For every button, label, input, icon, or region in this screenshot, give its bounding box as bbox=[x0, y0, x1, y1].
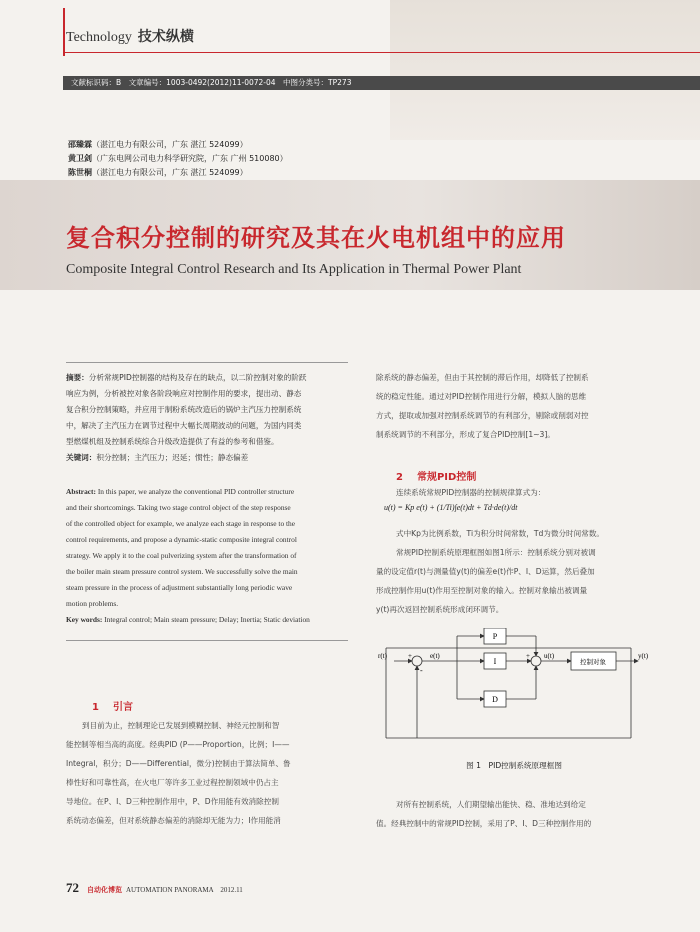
header-accent-line bbox=[63, 8, 65, 56]
right-intro-body: 除系统的静态偏差，但由于其控制的滞后作用，却降低了控制系 统的稳定性能。通过对PID控制作用进行分解，模拟人脑的思维 方式，提取或加强对控制系统调节的有利部分，剔除或削弱对控 制系统调节的不利部分，形成了复合PID控制[1~3]。 bbox=[376, 373, 589, 439]
abstract-cn: 摘要：分析常规PID控制器的结构及存在的缺点，以二阶控制对象的阶跃 响应为例，分析被控对象各阶段响应对控制作用的要求，提出动、静态 复合积分控制策略，并应用于制粉系统改造后的锅炉主汽压力控制系统 中，解决了主汽压力在调节过程中大幅长周期波动的问题，为国内同类 型燃煤机组及控制系统综合升级改造提供了有益的参考和借鉴。 关键词：积分控制；主汽压力；迟延；惯性；静态偏差 bbox=[66, 373, 307, 462]
section2-body: 常规PID控制系统原理框图如图1所示：控制系统分别对被调 量的设定值r(t)与测量值y(t)的偏差e(t)作P、I、D运算，然后叠加 形成控制作用u(t)作用至控制对象的输入。控制对象输出被调量 y(t)再次返回控制系统形成闭环调节。 bbox=[376, 548, 596, 614]
sign-plus: + bbox=[408, 652, 412, 660]
section-tag bbox=[66, 26, 194, 46]
figure-caption: 图 1 PID控制系统原理框图 bbox=[466, 761, 562, 770]
label-y: y(t) bbox=[638, 652, 649, 660]
abstract-en: Abstract: In this paper, we analyze the conventional PID controller structure and their shortcomings. Taking two stage control object of the step response of the controlled object for example, we analyze each stage in response to the control requirements, and propose a dynamic-static composite integral control strategy. We apply it to the coal pulverizing system after the transformation of the boiler main steam pressure control system. We successfully solve the main steam pressure in the process of adjustment substantially long periodic wave motion problems. Key words: Integral control; Main steam pressure; Delay; Inertia; Static deviation bbox=[66, 487, 310, 624]
sum-junction-output bbox=[531, 656, 541, 666]
pid-block-diagram bbox=[376, 628, 652, 748]
formula-explanation: 式中Kp为比例系数，Ti为积分时间常数，Td为微分时间常数。 bbox=[396, 529, 605, 538]
section1-body: 到目前为止，控制理论已发展到模糊控制、神经元控制和智 能控制等相当高的高度。经典PID (P——Proportion，比例；I—— Integral，积分；D——Differential，微分)控制由于算法简单、鲁 棒性好和可靠性高，在火电厂等许多工业过程控制领域中仍占主 导地位。在P、I、D三种控制作用中，P、D作用能有效消除控制 系统动态偏差，但对系统静态偏差的消除却无能为力；I作用能消 bbox=[66, 721, 291, 825]
label-e: e(t) bbox=[430, 652, 440, 660]
author-list bbox=[68, 138, 288, 180]
sum-junction-error bbox=[412, 656, 422, 666]
header-background bbox=[390, 0, 700, 140]
header-rule bbox=[63, 52, 700, 53]
paper-title-en: Composite Integral Control Research and Its Application in Thermal Power Plant bbox=[66, 262, 522, 277]
meta-bar: 文献标识码：B 文章编号：1003-0492(2012)11-0072-04 中图分类号：TP273 bbox=[63, 76, 700, 90]
formula-intro: 连续系统常规PID控制器的控制规律算式为： bbox=[396, 488, 546, 497]
pid-formula: u(t) = Kp e(t) + (1/Ti)∫e(t)dt + Td·de(t)/dt bbox=[384, 503, 518, 512]
section-tag-en: Technology bbox=[66, 30, 132, 45]
abstract-top-rule bbox=[66, 362, 348, 363]
section-tag-cn: 技术纵横 bbox=[137, 29, 194, 45]
page-footer bbox=[66, 880, 243, 896]
abstract-bottom-rule bbox=[66, 640, 348, 641]
right-bottom-body: 对所有控制系统，人们期望输出能快、稳、准地达到给定 值。经典控制中的常规PID控制，采用了P、I、D三种控制作用的 bbox=[376, 800, 592, 828]
sign-minus: - bbox=[420, 666, 423, 675]
label-u: u(t) bbox=[544, 652, 555, 660]
footer-en: AUTOMATION PANORAMA 2012.11 bbox=[126, 886, 243, 894]
author-line: 陈世桐（湛江电力有限公司，广东 湛江 524099） bbox=[68, 168, 248, 177]
paper-title-cn: 复合积分控制的研究及其在火电机组中的应用 bbox=[66, 224, 566, 252]
label-i: I bbox=[493, 657, 497, 666]
label-p: P bbox=[492, 632, 498, 641]
label-plant: 控制对象 bbox=[580, 658, 606, 666]
section-heading: 2 常规PID控制 bbox=[396, 472, 477, 483]
magazine-name: 自动化博览 bbox=[87, 886, 122, 894]
sign-plus: + bbox=[526, 652, 530, 660]
author-line: 邵臻霖（湛江电力有限公司，广东 湛江 524099） bbox=[68, 140, 248, 149]
page-number: 72 bbox=[66, 880, 79, 895]
label-r: r(t) bbox=[378, 652, 387, 660]
section-heading: 1 引言 bbox=[92, 702, 133, 713]
author-line: 黄卫剑（广东电网公司电力科学研究院，广东 广州 510080） bbox=[68, 154, 288, 163]
label-d: D bbox=[492, 695, 498, 704]
